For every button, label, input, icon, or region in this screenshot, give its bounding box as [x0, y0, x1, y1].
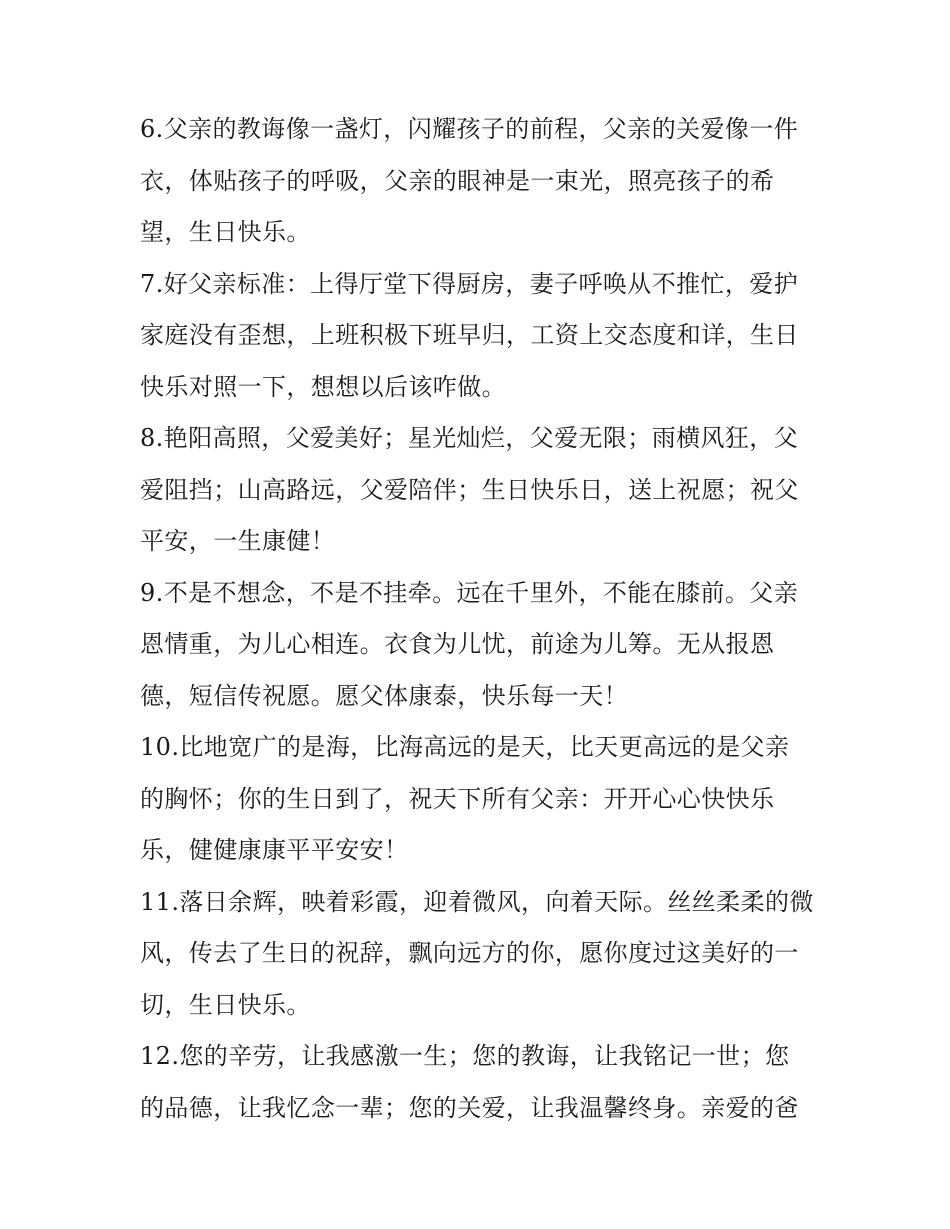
text-line: 12.您的辛劳，让我感激一生；您的教诲，让我铭记一世；您	[140, 1042, 790, 1070]
text-line: 9.不是不想念，不是不挂牵。远在千里外，不能在膝前。父亲	[140, 578, 799, 607]
text-line: 爱阻挡；山高路远，父爱陪伴；生日快乐日，送上祝愿；祝父	[140, 475, 799, 504]
wish-paragraph-8	[140, 413, 812, 568]
wish-paragraph-11	[140, 877, 812, 1032]
text-line: 恩情重，为儿心相连。衣食为儿忧，前途为儿筹。无从报恩	[140, 630, 775, 658]
document-body	[140, 104, 812, 1134]
text-line: 快乐对照一下，想想以后该咋做。	[140, 372, 506, 401]
text-line: 切，生日快乐。	[140, 990, 311, 1019]
text-line: 乐，健健康康平平安安！	[140, 836, 409, 864]
wish-paragraph-6	[140, 104, 812, 259]
text-line: 风，传去了生日的祝辞，飘向远方的你，愿你度过这美好的一	[140, 939, 799, 967]
text-line: 望，生日快乐。	[140, 218, 311, 246]
text-line: 7.好父亲标准：上得厅堂下得厨房，妻子呼唤从不推忙，爱护	[140, 269, 799, 298]
text-line: 的品德，让我忆念一辈；您的关爱，让我温馨终身。亲爱的爸	[140, 1093, 799, 1122]
wish-paragraph-7	[140, 259, 812, 414]
wish-paragraph-10	[140, 722, 812, 877]
text-line: 11.落日余辉，映着彩霞，迎着微风，向着天际。丝丝柔柔的微	[140, 887, 814, 916]
text-line: 8.艳阳高照，父爱美好；星光灿烂，父爱无限；雨横风狂，父	[140, 424, 799, 452]
text-line: 家庭没有歪想，上班积极下班早归，工资上交态度和详，生日	[140, 321, 799, 349]
text-line: 的胸怀；你的生日到了，祝天下所有父亲：开开心心快快乐	[140, 784, 775, 813]
wish-paragraph-9	[140, 568, 812, 723]
text-line: 德，短信传祝愿。愿父体康泰，快乐每一天！	[140, 681, 628, 710]
text-line: 10.比地宽广的是海，比海高远的是天，比天更高远的是父亲	[140, 733, 790, 761]
text-line: 6.父亲的教诲像一盏灯，闪耀孩子的前程，父亲的关爱像一件	[140, 115, 799, 143]
wish-paragraph-12	[140, 1031, 812, 1134]
text-line: 平安，一生康健！	[140, 527, 336, 555]
text-line: 衣，体贴孩子的呼吸，父亲的眼神是一束光，照亮孩子的希	[140, 166, 775, 195]
